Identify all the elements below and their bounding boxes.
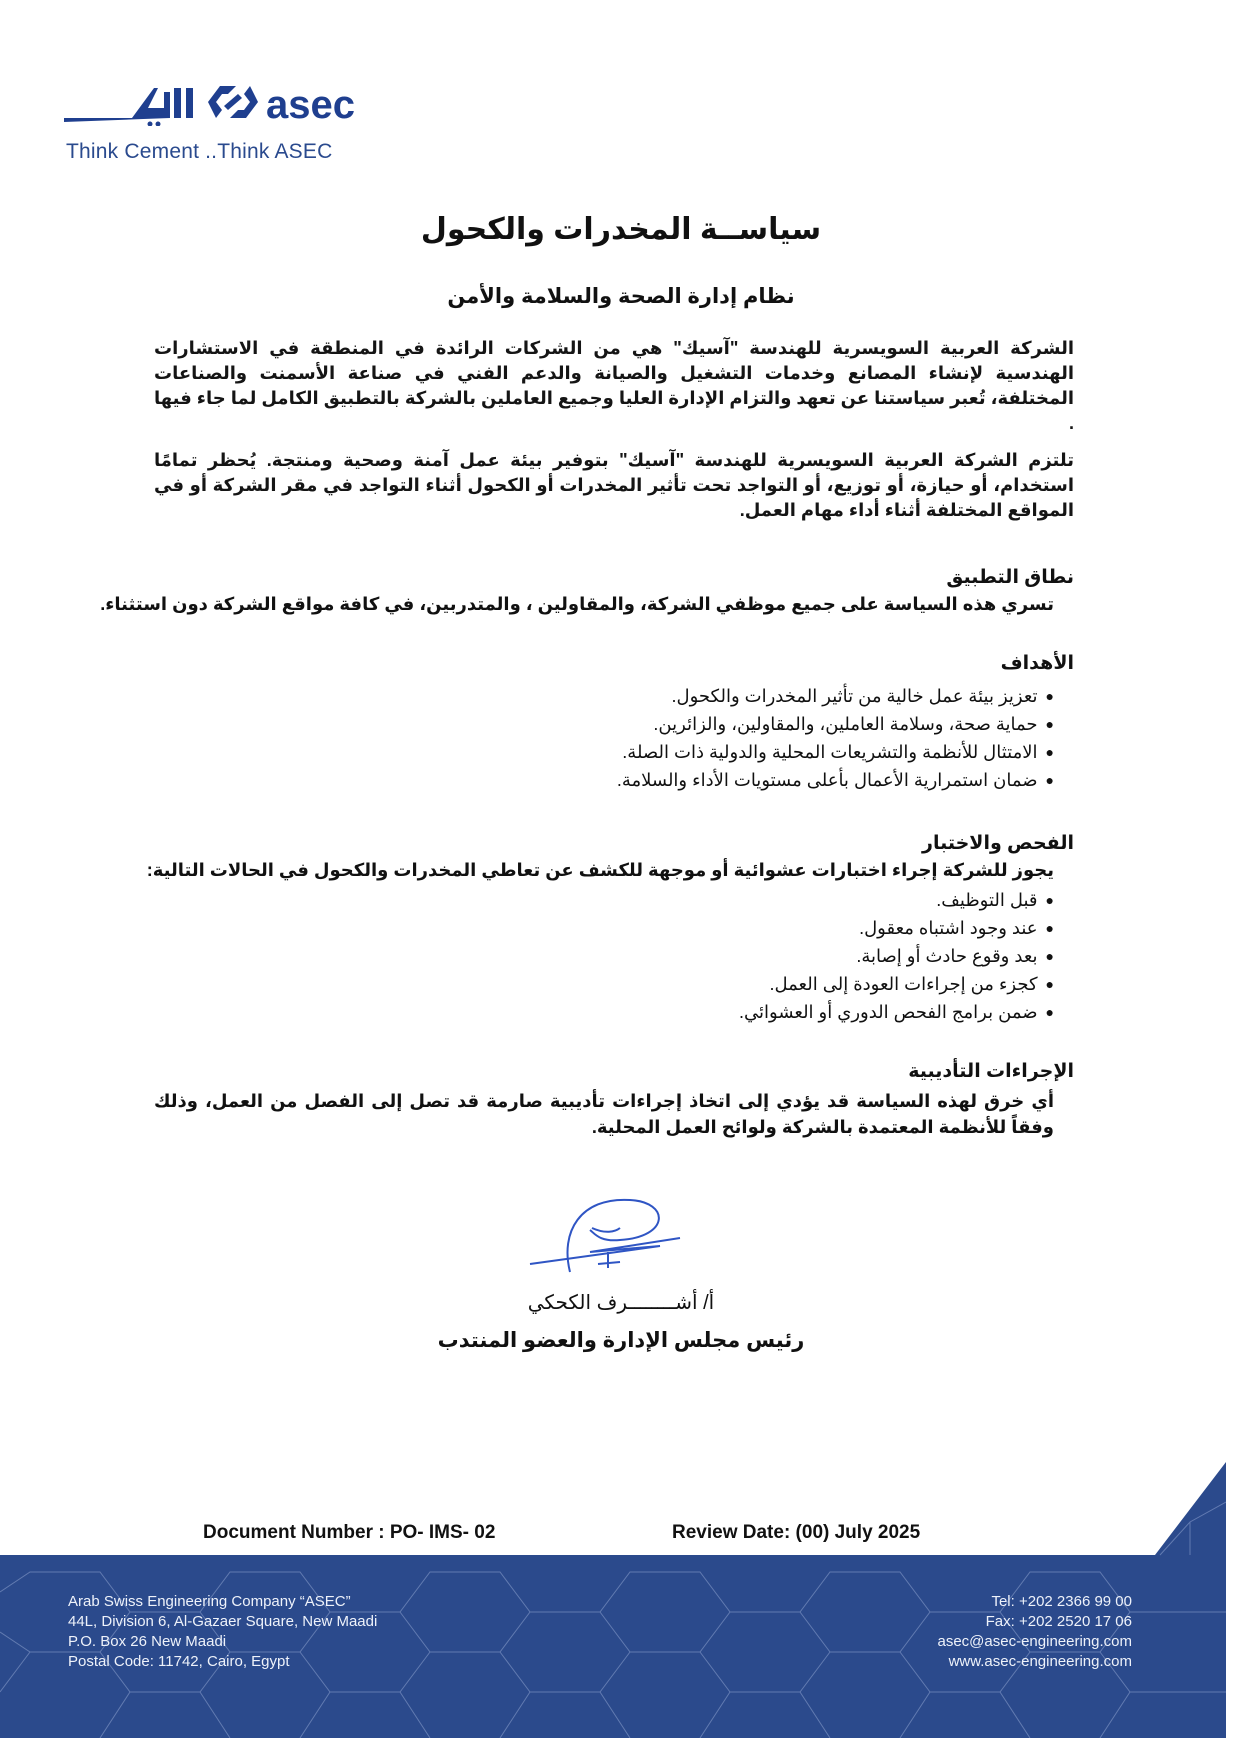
phone-number: Tel: +202 2366 99 00 (991, 1593, 1132, 1610)
bullet-icon: ● (1045, 688, 1054, 704)
testing-item-text: بعد وقوع حادث أو إصابة. (856, 946, 1038, 966)
address-line: 44L, Division 6, Al-Gazaer Square, New Maadi (68, 1613, 378, 1630)
company-tagline: Think Cement ..Think ASEC (66, 140, 333, 163)
document-subtitle: نظام إدارة الصحة والسلامة والأمن (447, 285, 795, 308)
email-link[interactable]: asec@asec-engineering.com (937, 1633, 1132, 1650)
fax-number: Fax: +202 2520 17 06 (985, 1613, 1132, 1630)
company-contact (938, 1592, 1133, 1672)
list-item (617, 766, 1054, 794)
list-item (617, 682, 1054, 710)
list-item (617, 710, 1054, 738)
asec-logo-mark (62, 78, 382, 126)
bullet-icon: ● (1045, 920, 1054, 936)
bullet-icon: ● (1045, 772, 1054, 788)
testing-list (739, 886, 1054, 1026)
address-line: Arab Swiss Engineering Company “ASEC” (68, 1593, 351, 1610)
scope-heading: نطاق التطبيق (946, 567, 1074, 588)
bullet-icon: ● (1045, 744, 1054, 760)
website-link[interactable]: www.asec-engineering.com (948, 1653, 1132, 1670)
address-line: Postal Code: 11742, Cairo, Egypt (68, 1653, 290, 1670)
disciplinary-heading: الإجراءات التأديبية (908, 1061, 1074, 1082)
bullet-icon: ● (1045, 948, 1054, 964)
scope-text: تسري هذه السياسة على جميع موظفي الشركة، والمقاولين ، والمتدربين، في كافة مواقع الشركة دون استثناء. (100, 594, 1054, 614)
review-date: Review Date: (00) July 2025 (672, 1522, 921, 1543)
intro-paragraph-2: تلتزم الشركة العربية السويسرية للهندسة "آسيك" بتوفير بيئة عمل آمنة وصحية ومنتجة. يُحظر تمامًا استخدام، أو حيازة، أو توزيع، أو التواجد تحت تأثير المخدرات أو الكحول أثناء التواجد في مقر الشركة أو في المواقع المختلفة أثناء أداء مهام العمل. (154, 450, 1075, 520)
signature-icon (520, 1192, 700, 1282)
goal-item-text: حماية صحة، وسلامة العاملين، والمقاولين، والزائرين. (653, 714, 1038, 734)
bullet-icon: ● (1045, 892, 1054, 908)
document-number: Document Number : PO- IMS- 02 (203, 1522, 496, 1543)
disciplinary-text: أي خرق لهذه السياسة قد يؤدي إلى اتخاذ إجراءات تأديبية صارمة قد تصل إلى الفصل من العمل، وذلك وفقاً للأنظمة المعتمدة بالشركة ولوائح العمل المحلية. (154, 1091, 1054, 1137)
signatory-position: رئيس مجلس الإدارة والعضو المنتدب (437, 1329, 805, 1352)
bullet-icon: ● (1045, 1004, 1054, 1020)
goals-heading: الأهداف (1000, 653, 1074, 674)
bullet-icon: ● (1045, 716, 1054, 732)
asec-logo (62, 78, 382, 126)
bullet-icon: ● (1045, 976, 1054, 992)
logo-latin-text: asec (266, 83, 355, 126)
signatory-name: أ/ أشــــــــرف الكحكي (527, 1292, 715, 1314)
list-item (739, 886, 1054, 914)
testing-item-text: قبل التوظيف. (936, 890, 1038, 910)
goal-item-text: الامتثال للأنظمة والتشريعات المحلية والدولية ذات الصلة. (622, 742, 1038, 762)
list-item (739, 942, 1054, 970)
list-item (739, 998, 1054, 1026)
goals-list (617, 682, 1054, 794)
intro-paragraph-1: الشركة العربية السويسرية للهندسة "آسيك" هي من الشركات الرائدة في المنطقة في الاستشارات الهندسية لإنشاء المصانع وخدمات التشغيل والصيانة والدعم الفني في صناعة الأسمنت والصناعات المختلفة، تُعبر سياستنا عن تعهد والتزام الإدارة العليا وجميع العاملين بالشركة بالتطبيق الكامل لما جاء فيها . (154, 338, 1074, 433)
list-item (617, 738, 1054, 766)
list-item (739, 914, 1054, 942)
address-line: P.O. Box 26 New Maadi (68, 1633, 227, 1650)
goal-item-text: تعزيز بيئة عمل خالية من تأثير المخدرات والكحول. (671, 686, 1038, 706)
company-address (68, 1592, 377, 1672)
testing-heading: الفحص والاختبار (922, 833, 1074, 854)
document-title: سياســة المخدرات والكحول (420, 213, 822, 246)
testing-intro: يجوز للشركة إجراء اختبارات عشوائية أو موجهة للكشف عن تعاطي المخدرات والكحول في الحالات التالية: (146, 860, 1054, 880)
goal-item-text: ضمان استمرارية الأعمال بأعلى مستويات الأداء والسلامة. (616, 770, 1038, 790)
testing-item-text: عند وجود اشتباه معقول. (859, 918, 1038, 938)
testing-item-text: ضمن برامج الفحص الدوري أو العشوائي. (739, 1002, 1038, 1022)
testing-item-text: كجزء من إجراءات العودة إلى العمل. (769, 974, 1038, 994)
list-item (739, 970, 1054, 998)
